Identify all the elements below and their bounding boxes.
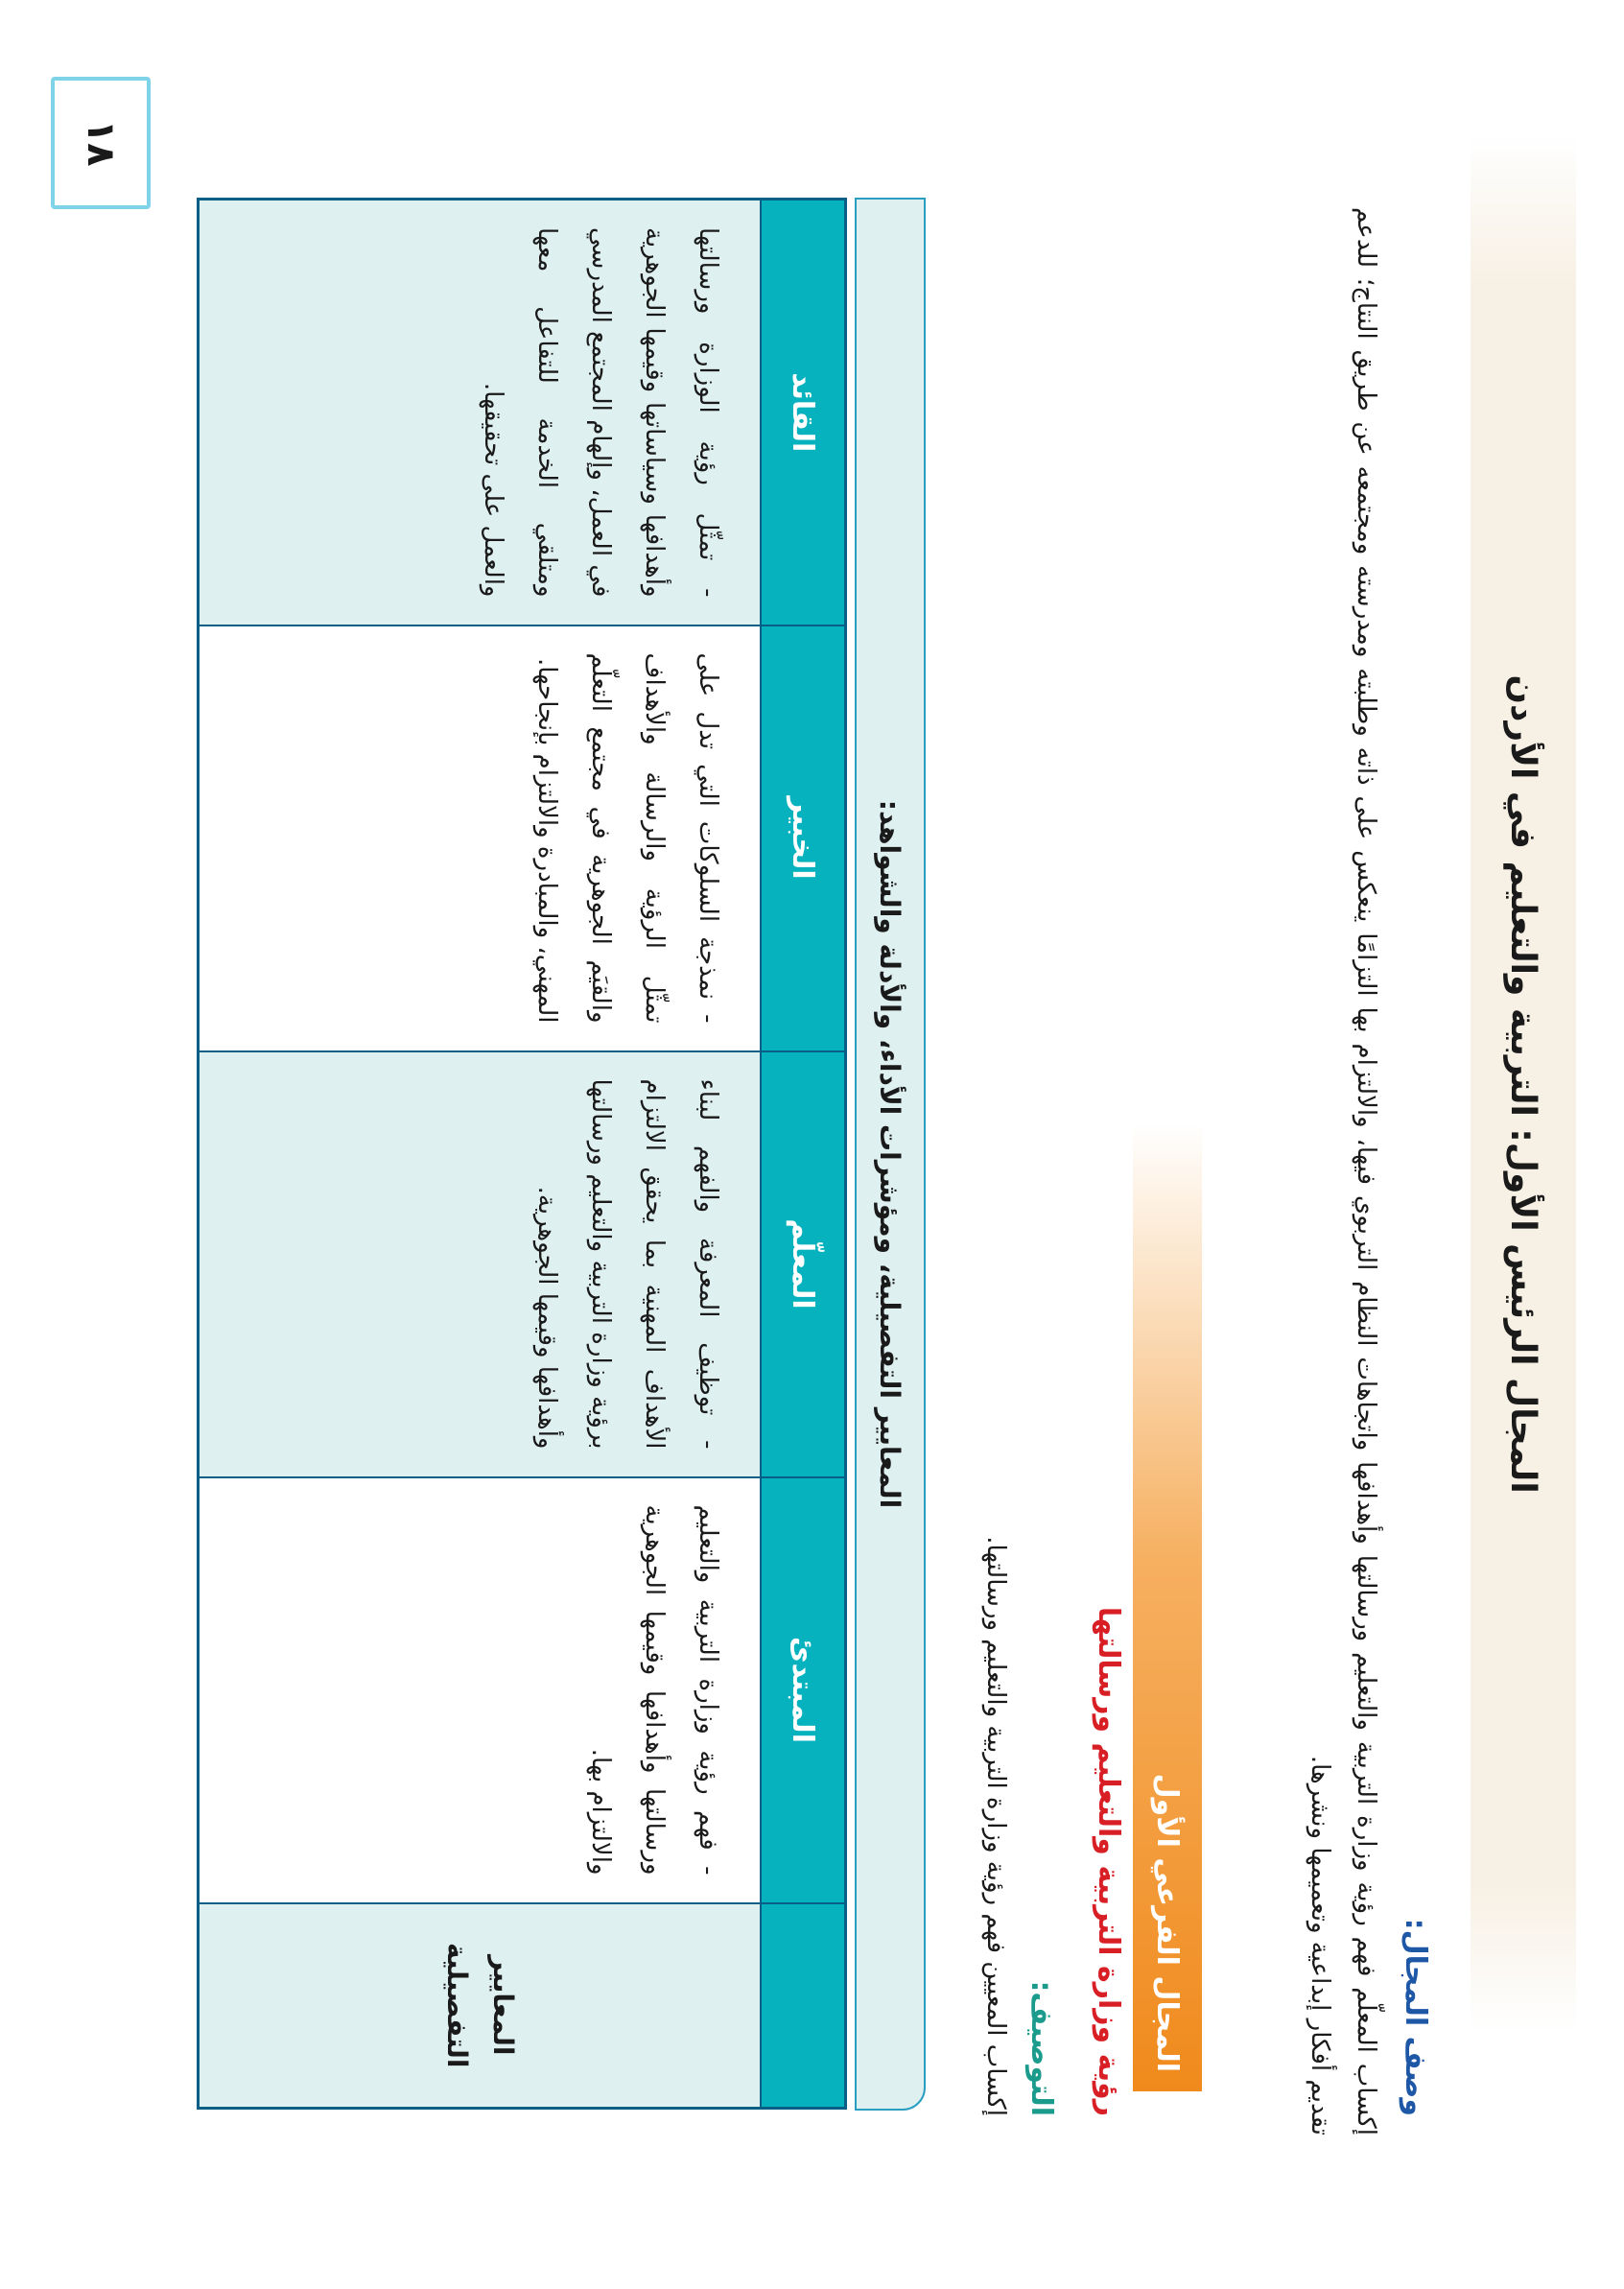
description-label: التوصيف: <box>1024 1980 1058 2116</box>
title-bar <box>1471 134 1576 2034</box>
domain-description-label: وصف المجال: <box>1399 1918 1432 2116</box>
sub-domain-band <box>1133 1122 1202 2091</box>
standards-table <box>197 198 847 2110</box>
page-title: المجال الرئيس الأول: التربية والتعليم في الأردن <box>1503 674 1543 1494</box>
domain-description-text: إكساب المعلّم فهم رؤية وزارة التربية والتعليم ورسالتها وأهدافها واتجاهات النظام التربوي فيها، والالتزام بها التزامًا ينعكس على ذاته وطلبته ومدرسته ومجتمعه عن طريق النتاج؛ للدعم تقديم أفكار إبداعية وتعميمها ونشرها. <box>1306 207 1380 2136</box>
sub-domain-title: رؤية وزارة التربية والتعليم ورسالتها <box>1092 1606 1125 2116</box>
cell-beginner: - فهم رؤية وزارة التربية والتعليم ورسالتها وأهدافها وقيمها الجوهرية والالتزام بها. <box>199 1477 762 1903</box>
sub-domain-band-label: المجال الفرعي الأول <box>1150 1773 1185 2072</box>
cell-expert: - نمذجة السلوكات التي تدل على تمثّل الرؤية والرسالة والأهداف والقيَم الجوهرية في مجتمع التعلّم المهني، والمبادرة والالتزام بإنجاحها. <box>199 625 762 1051</box>
column-header-teacher: المعلّم <box>761 1051 846 1477</box>
row-header: المعايير التفصيلية <box>199 1903 762 2109</box>
cell-teacher: - توظيف المعرفة والفهم لبناء الأهداف المهنية بما يحقق الالتزام برؤية وزارة التربية والتعليم ورسالتها وأهدافها وقيمها الجوهرية. <box>199 1051 762 1477</box>
table-header-blank <box>761 1903 846 2109</box>
column-header-leader: القائد <box>761 200 846 625</box>
cell-leader: - تمثّل رؤية الوزارة ورسالتها وأهدافها وسياساتها وقيمها الجوهرية في العمل، وإلهام المجتمع المدرسي ومتلقي الخدمة للتفاعل معها والعمل على تحقيقها. <box>199 200 762 625</box>
sub-domain-description: إكساب المعيين فهم رؤية وزارة التربية والتعليم ورسالتها. <box>981 1536 1010 2116</box>
table-header-row <box>761 200 846 2109</box>
table-row <box>199 200 762 2109</box>
page-number: ١٨ <box>51 77 151 209</box>
standards-header-bar <box>855 198 926 2111</box>
standards-header: المعايير التفصيلية، ومؤشرات الأداء، والأدلة والشواهد: <box>874 799 906 1509</box>
column-header-expert: الخبير <box>761 625 846 1051</box>
column-header-beginner: المبتدئ <box>761 1477 846 1903</box>
